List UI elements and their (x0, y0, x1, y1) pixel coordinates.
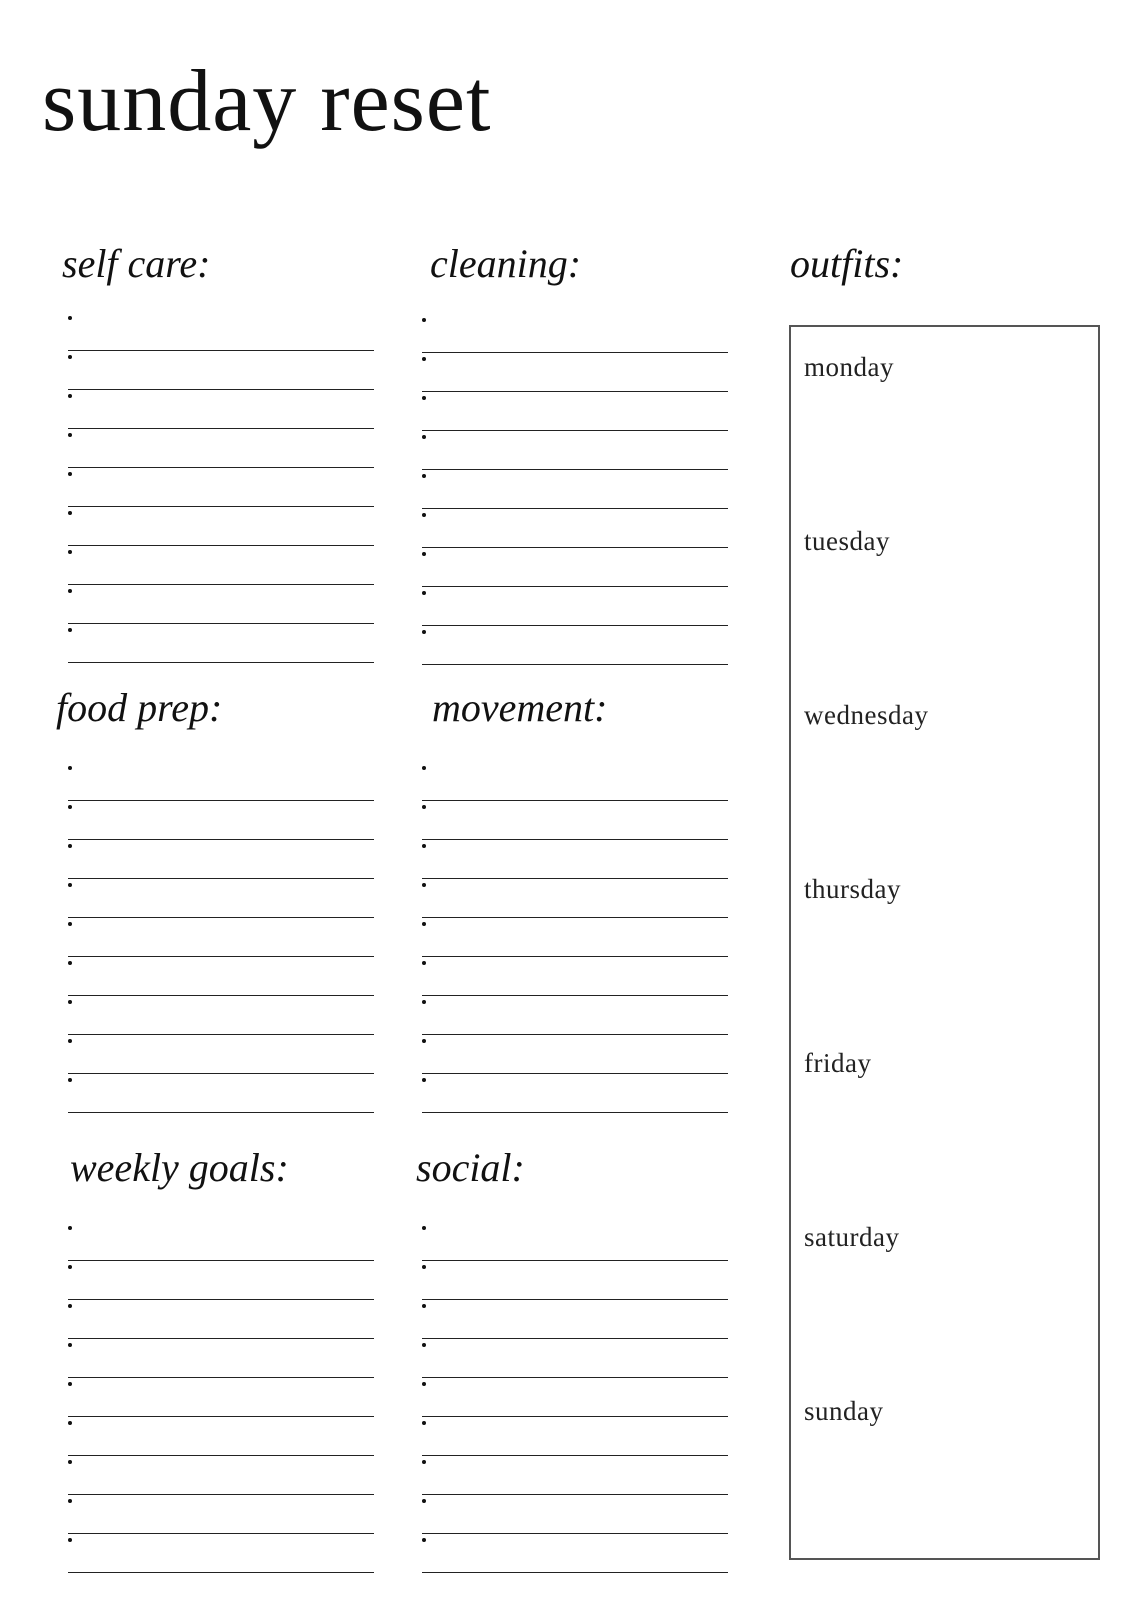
bullet-icon (68, 1460, 72, 1464)
list-item (422, 392, 728, 431)
movement-list (422, 762, 728, 1113)
list-item (422, 918, 728, 957)
bullet-icon (68, 1078, 72, 1082)
list-item (422, 1261, 728, 1300)
list-item (422, 587, 728, 626)
bullet-icon (422, 1226, 426, 1230)
list-item (422, 1417, 728, 1456)
bullet-icon (68, 355, 72, 359)
bullet-icon (422, 1039, 426, 1043)
bullet-icon (68, 1226, 72, 1230)
bullet-icon (68, 589, 72, 593)
page-title: sunday reset (42, 53, 492, 150)
bullet-icon (422, 1499, 426, 1503)
list-item (68, 507, 374, 546)
list-item (68, 468, 374, 507)
list-item (68, 429, 374, 468)
bullet-icon (68, 805, 72, 809)
social-list (422, 1222, 728, 1573)
bullet-icon (422, 552, 426, 556)
cleaning-list (422, 314, 728, 665)
bullet-icon (422, 396, 426, 400)
bullet-icon (68, 1304, 72, 1308)
bullet-icon (422, 630, 426, 634)
bullet-icon (422, 591, 426, 595)
bullet-icon (68, 961, 72, 965)
list-item (422, 548, 728, 587)
list-item (68, 1222, 374, 1261)
list-item (422, 470, 728, 509)
outfits-box (789, 325, 1100, 1560)
list-item (68, 840, 374, 879)
list-item (68, 957, 374, 996)
bullet-icon (422, 513, 426, 517)
list-item (68, 996, 374, 1035)
bullet-icon (68, 511, 72, 515)
bullet-icon (68, 1499, 72, 1503)
bullet-icon (422, 318, 426, 322)
list-item (68, 1261, 374, 1300)
bullet-icon (422, 1343, 426, 1347)
list-item (68, 351, 374, 390)
list-item (68, 390, 374, 429)
list-item (68, 1534, 374, 1573)
bullet-icon (68, 472, 72, 476)
bullet-icon (422, 961, 426, 965)
outfit-day-friday: friday (804, 1048, 872, 1078)
bullet-icon (68, 922, 72, 926)
bullet-icon (422, 435, 426, 439)
weekly-goals-list (68, 1222, 374, 1573)
bullet-icon (68, 628, 72, 632)
list-item (422, 957, 728, 996)
list-item (422, 1074, 728, 1113)
list-item (422, 840, 728, 879)
bullet-icon (422, 1265, 426, 1269)
outfit-day-saturday: saturday (804, 1222, 900, 1252)
social-heading: social: (416, 1145, 525, 1190)
list-item (422, 762, 728, 801)
list-item (68, 918, 374, 957)
list-item (68, 1339, 374, 1378)
list-item (422, 996, 728, 1035)
list-item (422, 1300, 728, 1339)
bullet-icon (422, 805, 426, 809)
bullet-icon (422, 766, 426, 770)
list-item (422, 1339, 728, 1378)
list-item (422, 879, 728, 918)
list-item (422, 353, 728, 392)
outfit-day-sunday: sunday (804, 1396, 884, 1426)
list-item (422, 801, 728, 840)
bullet-icon (422, 474, 426, 478)
list-item (422, 314, 728, 353)
list-item (68, 546, 374, 585)
list-item (68, 1035, 374, 1074)
list-item (422, 1534, 728, 1573)
bullet-icon (68, 1000, 72, 1004)
bullet-icon (422, 922, 426, 926)
outfit-day-thursday: thursday (804, 874, 901, 904)
list-item (68, 1378, 374, 1417)
food-prep-list (68, 762, 374, 1113)
bullet-icon (68, 883, 72, 887)
outfit-day-tuesday: tuesday (804, 526, 890, 556)
bullet-icon (422, 357, 426, 361)
list-item (68, 1456, 374, 1495)
list-item (422, 431, 728, 470)
bullet-icon (422, 883, 426, 887)
list-item (68, 762, 374, 801)
outfits-heading: outfits: (790, 241, 904, 286)
bullet-icon (422, 1460, 426, 1464)
bullet-icon (68, 844, 72, 848)
bullet-icon (422, 1000, 426, 1004)
self-care-heading: self care: (62, 241, 211, 286)
list-item (422, 1456, 728, 1495)
list-item (68, 312, 374, 351)
weekly-goals-heading: weekly goals: (70, 1145, 289, 1190)
bullet-icon (422, 1078, 426, 1082)
list-item (422, 1495, 728, 1534)
list-item (68, 879, 374, 918)
bullet-icon (422, 844, 426, 848)
list-item (68, 1417, 374, 1456)
list-item (68, 1300, 374, 1339)
list-item (68, 624, 374, 663)
bullet-icon (68, 316, 72, 320)
outfit-day-wednesday: wednesday (804, 700, 929, 730)
list-item (68, 585, 374, 624)
list-item (68, 801, 374, 840)
movement-heading: movement: (432, 685, 608, 730)
bullet-icon (68, 550, 72, 554)
outfit-day-monday: monday (804, 352, 894, 382)
bullet-icon (422, 1421, 426, 1425)
bullet-icon (68, 1421, 72, 1425)
self-care-list (68, 312, 374, 663)
bullet-icon (68, 1382, 72, 1386)
bullet-icon (68, 1265, 72, 1269)
list-item (422, 1035, 728, 1074)
bullet-icon (422, 1382, 426, 1386)
list-item (68, 1074, 374, 1113)
bullet-icon (68, 433, 72, 437)
list-item (422, 1222, 728, 1261)
list-item (422, 1378, 728, 1417)
bullet-icon (422, 1304, 426, 1308)
bullet-icon (68, 1343, 72, 1347)
bullet-icon (68, 394, 72, 398)
list-item (422, 509, 728, 548)
food-prep-heading: food prep: (56, 685, 223, 730)
bullet-icon (68, 766, 72, 770)
list-item (68, 1495, 374, 1534)
bullet-icon (68, 1039, 72, 1043)
bullet-icon (68, 1538, 72, 1542)
cleaning-heading: cleaning: (430, 241, 582, 286)
list-item (422, 626, 728, 665)
bullet-icon (422, 1538, 426, 1542)
